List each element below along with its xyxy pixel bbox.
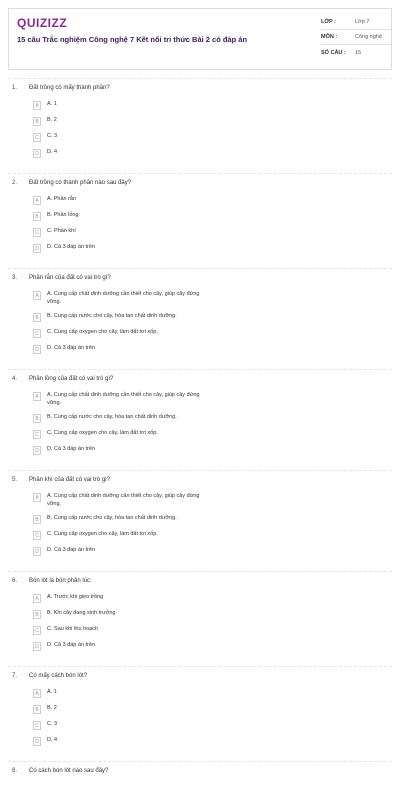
option-letter-box: D (33, 244, 41, 253)
answer-option[interactable] (33, 641, 215, 651)
option-letter-box: D (33, 547, 41, 556)
question-item (8, 79, 392, 173)
option-text: D. 4 (47, 149, 58, 155)
option-letter-box: B (33, 212, 41, 221)
answer-option[interactable] (33, 328, 215, 338)
option-text: B. 2 (47, 705, 57, 711)
question-text: Đất trồng có thành phần nào sau đây? (29, 180, 132, 186)
option-letter-box: D (33, 446, 41, 455)
option-text: D. 4 (47, 737, 58, 743)
option-text: D. Cả 3 đáp án trên (47, 642, 96, 648)
answer-options (8, 391, 392, 461)
answer-option[interactable] (33, 546, 215, 556)
option-letter-box: A (33, 392, 41, 401)
answer-option[interactable] (33, 429, 215, 439)
option-letter-box: C (33, 430, 41, 439)
question-number: 1. (12, 85, 18, 91)
answer-options (8, 290, 392, 360)
meta-label: MÔN : (321, 34, 338, 40)
option-letter-box: A (33, 493, 41, 502)
answer-option[interactable] (33, 688, 215, 698)
option-text: A. Cung cấp chất dinh dưỡng cần thiết cho cây, giúp cây đứng vững. (47, 493, 200, 507)
answer-options (8, 688, 392, 752)
answer-option[interactable] (33, 132, 215, 142)
option-letter-box: C (33, 531, 41, 540)
question-number: 6. (12, 578, 18, 584)
answer-option[interactable] (33, 514, 215, 524)
meta-row-class (321, 15, 391, 30)
option-text: A. Phần rắn (47, 196, 77, 202)
worksheet-header (8, 8, 392, 70)
question-item (8, 269, 392, 369)
answer-options (8, 100, 392, 164)
answer-option[interactable] (33, 290, 215, 306)
option-letter-box: A (33, 689, 41, 698)
question-header (8, 767, 392, 776)
question-header (8, 274, 392, 283)
option-letter-box: A (33, 101, 41, 110)
option-text: A. Cung cấp chất dinh dưỡng cần thiết cho cây, giúp cây đứng vững. (47, 291, 200, 305)
question-header (8, 375, 392, 384)
option-text: B. Cung cấp nước cho cây, hòa tan chất dinh dưỡng. (47, 515, 177, 521)
answer-options (8, 195, 392, 259)
meta-label: LỚP : (321, 19, 336, 25)
question-text: Phần rắn của đất có vai trò gì? (29, 275, 111, 281)
question-item (8, 174, 392, 268)
option-text: C. Cung cấp oxygen cho cây, làm đất tơi xốp. (47, 531, 158, 537)
option-letter-box: C (33, 329, 41, 338)
meta-value: Lớp 7 (355, 19, 370, 25)
option-text: D. Cả 3 đáp án trên (47, 345, 96, 351)
question-number: 5. (12, 477, 18, 483)
question-header (8, 179, 392, 188)
question-item (8, 370, 392, 470)
question-list (8, 78, 392, 792)
option-letter-box: B (33, 705, 41, 714)
answer-options (8, 492, 392, 562)
worksheet-meta (321, 15, 391, 60)
option-text: A. 1 (47, 689, 57, 695)
option-text: C. 3 (47, 133, 58, 139)
answer-option[interactable] (33, 720, 215, 730)
option-letter-box: D (33, 149, 41, 158)
question-item (8, 667, 392, 761)
option-text: A. Trước khi gieo trồng (47, 594, 104, 600)
option-letter-box: B (33, 117, 41, 126)
answer-option[interactable] (33, 312, 215, 322)
option-letter-box: B (33, 610, 41, 619)
answer-option[interactable] (33, 625, 215, 635)
quizizz-logo: QUIZIZZ (17, 16, 68, 30)
option-letter-box: C (33, 626, 41, 635)
answer-option[interactable] (33, 195, 215, 205)
question-header (8, 84, 392, 93)
option-letter-box: B (33, 313, 41, 322)
option-letter-box: C (33, 133, 41, 142)
answer-option[interactable] (33, 344, 215, 354)
option-text: B. Khi cây đang sinh trưởng (47, 610, 116, 616)
answer-option[interactable] (33, 148, 215, 158)
answer-option[interactable] (33, 413, 215, 423)
question-number: 2. (12, 180, 18, 186)
question-text: Có mấy cách bón lót? (29, 673, 88, 679)
option-text: C. 3 (47, 721, 58, 727)
question-text: Đất trồng có mấy thành phần? (29, 85, 110, 91)
answer-option[interactable] (33, 100, 215, 110)
answer-option[interactable] (33, 445, 215, 455)
option-letter-box: B (33, 414, 41, 423)
question-number: 3. (12, 275, 18, 281)
option-letter-box: A (33, 594, 41, 603)
question-text: Phần khí của đất có vai trò gì? (29, 477, 111, 483)
worksheet-title: 15 câu Trắc nghiệm Công nghệ 7 Kết nối tri thức Bài 2 có đáp án (17, 35, 248, 44)
answer-option[interactable] (33, 530, 215, 540)
question-number: 4. (12, 376, 18, 382)
meta-value: 15 (355, 49, 362, 56)
option-letter-box: D (33, 345, 41, 354)
option-text: C. Cung cấp oxygen cho cây, làm đất tơi xốp. (47, 329, 158, 335)
option-letter-box: D (33, 642, 41, 651)
question-header (8, 672, 392, 681)
option-letter-box: D (33, 737, 41, 746)
option-letter-box: A (33, 196, 41, 205)
answer-option[interactable] (33, 243, 215, 253)
answer-option[interactable] (33, 227, 215, 237)
question-item (8, 471, 392, 571)
question-text: Có cách bón lót nào sau đây? (29, 768, 109, 774)
option-text: B. Cung cấp nước cho cây, hòa tan chất dinh dưỡng. (47, 414, 177, 420)
option-text: B. Cung cấp nước cho cây, hòa tan chất dinh dưỡng. (47, 313, 177, 319)
answer-option[interactable] (33, 391, 215, 407)
option-text: B. Phần lỏng (47, 212, 79, 218)
answer-option[interactable] (33, 593, 215, 603)
option-text: A. 1 (47, 101, 57, 107)
meta-label: SỐ CÂU : (321, 49, 346, 56)
option-text: B. 2 (47, 117, 57, 123)
answer-option[interactable] (33, 492, 215, 508)
question-header (8, 476, 392, 485)
answer-option[interactable] (33, 704, 215, 714)
question-number: 8. (12, 768, 18, 774)
answer-option[interactable] (33, 116, 215, 126)
meta-value: Công nghệ (355, 34, 382, 40)
answer-option[interactable] (33, 736, 215, 746)
answer-option[interactable] (33, 211, 215, 221)
question-header (8, 577, 392, 586)
answer-options (8, 593, 392, 657)
option-letter-box: C (33, 721, 41, 730)
option-text: D. Cả 3 đáp án trên (47, 446, 96, 452)
option-text: C. Cung cấp oxygen cho cây, làm đất tơi xốp. (47, 430, 158, 436)
option-text: D. Cả 3 đáp án trên (47, 244, 96, 250)
meta-row-count (321, 45, 391, 60)
question-number: 7. (12, 673, 18, 679)
question-item (8, 762, 392, 792)
option-text: D. Cả 3 đáp án trên (47, 547, 96, 553)
option-text: C. Phần khí (47, 228, 76, 234)
question-text: Phần lỏng của đất có vai trò gì? (29, 376, 114, 382)
option-letter-box: A (33, 291, 41, 300)
option-text: C. Sau khi thu hoạch (47, 626, 99, 632)
option-text: A. Cung cấp chất dinh dưỡng cần thiết cho cây, giúp cây đứng vững. (47, 392, 200, 406)
answer-option[interactable] (33, 609, 215, 619)
question-item (8, 572, 392, 666)
question-text: Bón lót là bón phân lúc: (29, 578, 92, 584)
option-letter-box: C (33, 228, 41, 237)
meta-row-subject (321, 30, 391, 45)
option-letter-box: B (33, 515, 41, 524)
